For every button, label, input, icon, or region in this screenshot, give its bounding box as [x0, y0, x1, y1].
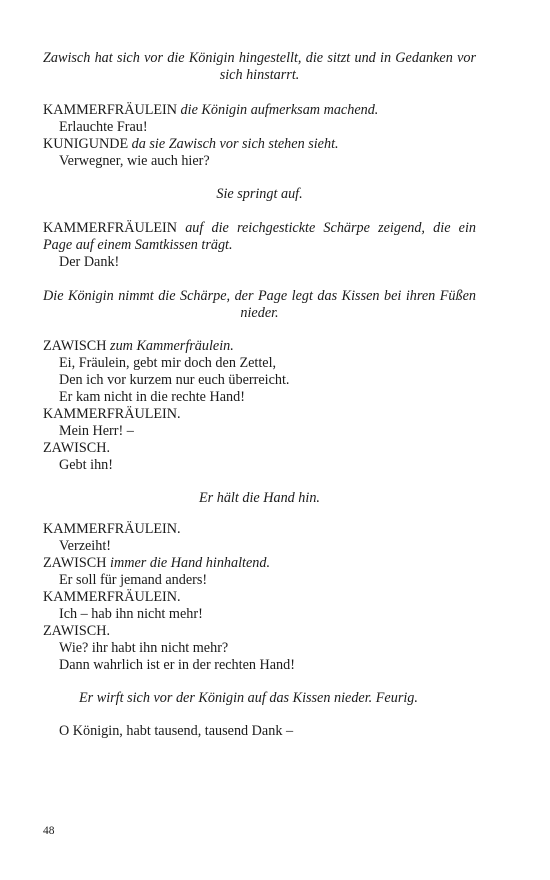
- speaker-name: KAMMERFRÄULEIN.: [43, 406, 181, 422]
- speaker-line: [43, 136, 476, 153]
- verse-line: Verwegner, wie auch hier?: [59, 153, 210, 169]
- speaker-direction: die Königin aufmerksam machend.: [180, 102, 379, 118]
- verse-line: Ei, Fräulein, gebt mir doch den Zettel,: [59, 355, 277, 371]
- speaker-name: KAMMERFRÄULEIN: [43, 102, 177, 118]
- verse-line: Gebt ihn!: [59, 457, 113, 473]
- verse-line: Ich – hab ihn nicht mehr!: [59, 606, 203, 622]
- speaker-line: [43, 338, 476, 355]
- speaker-name: KAMMERFRÄULEIN.: [43, 589, 181, 605]
- speaker-direction: auf die reichgestickte Schärpe zeigend, die ein Page auf einem Samtkissen trägt.: [43, 220, 477, 253]
- speech: [43, 220, 476, 271]
- speech: [43, 102, 476, 170]
- speaker-name: ZAWISCH: [43, 555, 107, 571]
- stage-direction: Zawisch hat sich vor die Königin hingestellt, die sitzt und in Gedanken vor sich hinstarrt.: [43, 50, 476, 83]
- speaker-direction: zum Kammerfräulein.: [110, 338, 234, 354]
- speaker-name: KUNIGUNDE: [43, 136, 129, 152]
- speech: [43, 338, 476, 474]
- verse-line: O Königin, habt tausend, tausend Dank –: [59, 723, 294, 739]
- verse-line: Erlauchte Frau!: [59, 119, 148, 135]
- speaker-name: ZAWISCH.: [43, 440, 111, 456]
- speaker-direction: da sie Zawisch vor sich stehen sieht.: [131, 136, 339, 152]
- verse-line: Dann wahrlich ist er in der rechten Hand!: [59, 657, 295, 673]
- speech: [43, 521, 476, 674]
- stage-direction: Die Königin nimmt die Schärpe, der Page legt das Kissen bei ihren Füßen nieder.: [43, 288, 476, 321]
- verse-line: Der Dank!: [59, 254, 120, 270]
- speaker-line: [43, 555, 476, 572]
- stage-direction: Er hält die Hand hin.: [199, 490, 320, 506]
- verse-line: Verzeiht!: [59, 538, 111, 554]
- speaker-name: KAMMERFRÄULEIN.: [43, 521, 181, 537]
- verse-line: Er soll für jemand anders!: [59, 572, 208, 588]
- stage-direction: Sie springt auf.: [216, 186, 303, 202]
- speaker-line: [43, 220, 476, 254]
- verse-line: Mein Herr! –: [59, 423, 134, 439]
- verse-line: Er kam nicht in die rechte Hand!: [59, 389, 245, 405]
- speaker-direction: immer die Hand hinhaltend.: [110, 555, 271, 571]
- speaker-name: ZAWISCH.: [43, 623, 111, 639]
- speaker-line: [43, 102, 476, 119]
- speaker-name: KAMMERFRÄULEIN: [43, 220, 177, 236]
- verse-line: Wie? ihr habt ihn nicht mehr?: [59, 640, 229, 656]
- page-number: 48: [43, 825, 55, 837]
- stage-direction: Er wirft sich vor der Königin auf das Kissen nieder. Feurig.: [79, 690, 418, 706]
- verse-line: Den ich vor kurzem nur euch überreicht.: [59, 372, 290, 388]
- speaker-name: ZAWISCH: [43, 338, 107, 354]
